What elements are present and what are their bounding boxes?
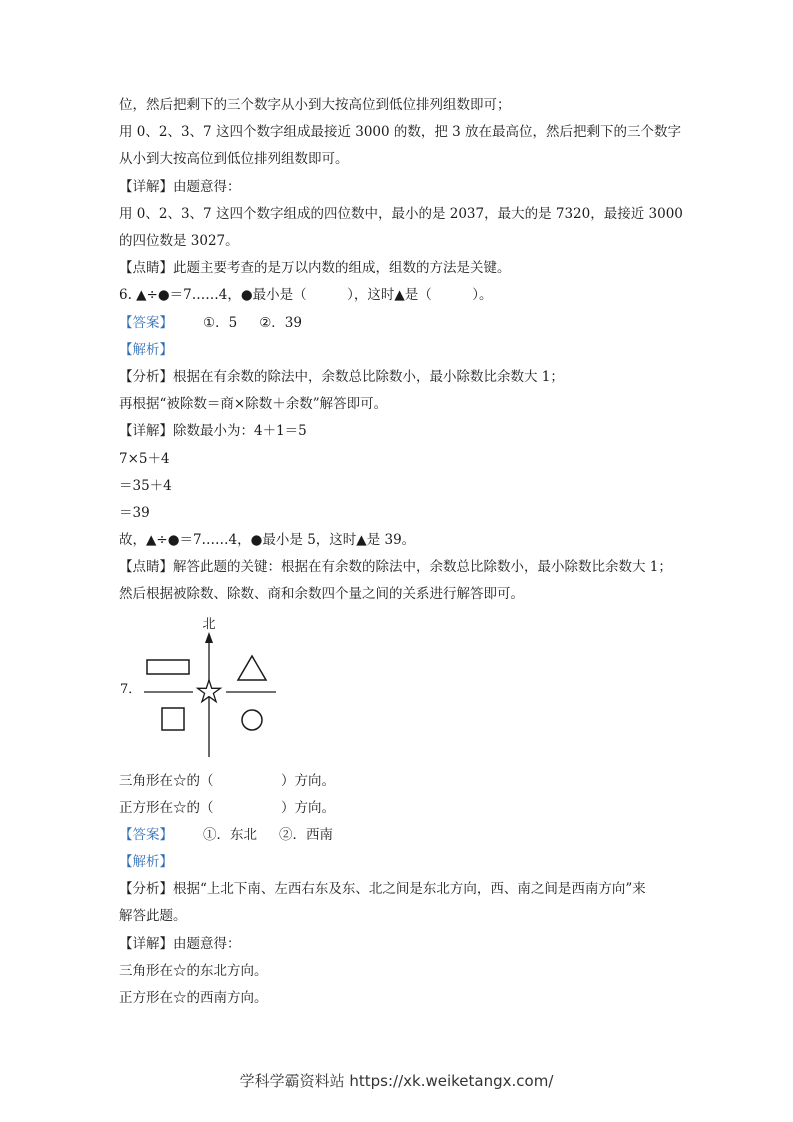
text-line: 三角形在☆的东北方向。 [119,963,268,979]
analysis-label: 【解析】 [119,342,173,358]
answer-2: ②．西南 [279,827,333,843]
q7-blank-2: 正方形在☆的（ ）方向。 [119,800,335,816]
text-line: 正方形在☆的西南方向。 [119,990,268,1006]
direction-diagram [115,612,295,762]
text-line: 【详解】除数最小为：4＋1＝5 [119,423,307,439]
text-line: ＝39 [119,505,150,521]
q7-blank-1: 三角形在☆的（ ）方向。 [119,773,335,789]
q7-answer [119,826,333,844]
direction-diagram-svg [115,612,295,762]
answer-label: 【答案】 [119,827,173,843]
text-line: 7×5＋4 [119,451,170,467]
text-line: 【点睛】此题主要考查的是万以内数的组成，组数的方法是关键。 [119,260,511,276]
circle-shape [242,710,262,730]
text-line: 【详解】由题意得： [119,179,241,195]
north-label: 北 [202,617,216,632]
rectangle-shape [147,660,189,674]
question-7-number: 7． [120,682,142,697]
triangle-shape [238,656,266,680]
text-line: 的四位数是 3027。 [119,233,239,249]
text-line: 【分析】根据在有余数的除法中，余数总比除数小，最小除数比余数大 1； [119,369,564,385]
text-line: ＝35＋4 [119,478,172,494]
text-line: 【分析】根据“上北下南、左西右东及东、北之间是东北方向，西、南之间是西南方向”来 [119,881,646,897]
text-line: 位，然后把剩下的三个数字从小到大按高位到低位排列组数即可； [119,97,511,113]
footer-watermark: 学科学霸资料站 https://xk.weiketangx.com/ [239,1072,554,1090]
answer-1: ①．东北 [203,827,257,843]
answer-1: ①．5 [203,315,238,331]
text-line: 【点睛】解答此题的关键：根据在有余数的除法中，余数总比除数小，最小除数比余数大 1； [119,559,672,575]
text-line: 再根据“被除数＝商×除数＋余数”解答即可。 [119,396,388,412]
question-6: 6. ▲÷●＝7……4，●最小是（ ），这时▲是（ ）。 [119,287,493,303]
answer-2: ②．39 [259,315,302,331]
text-line: 然后根据被除数、除数、商和余数四个量之间的关系进行解答即可。 [119,586,524,602]
analysis-label: 【解析】 [119,854,173,870]
text-line: 解答此题。 [119,908,187,924]
text-line: 从小到大按高位到低位排列组数即可。 [119,151,349,167]
answer-label: 【答案】 [119,315,173,331]
text-line: 用 0、2、3、7 这四个数字组成的四位数中，最小的是 2037，最大的是 7320，最接近 3000 [119,206,683,222]
text-line: 用 0、2、3、7 这四个数字组成最接近 3000 的数，把 3 放在最高位，然后把剩下的三个数字 [119,124,682,140]
text-line: 【详解】由题意得： [119,936,241,952]
square-shape [162,708,184,730]
q6-answer [119,314,302,332]
north-arrow-icon [205,632,213,643]
text-line: 故，▲÷●＝7……4，●最小是 5，这时▲是 39。 [119,532,416,548]
